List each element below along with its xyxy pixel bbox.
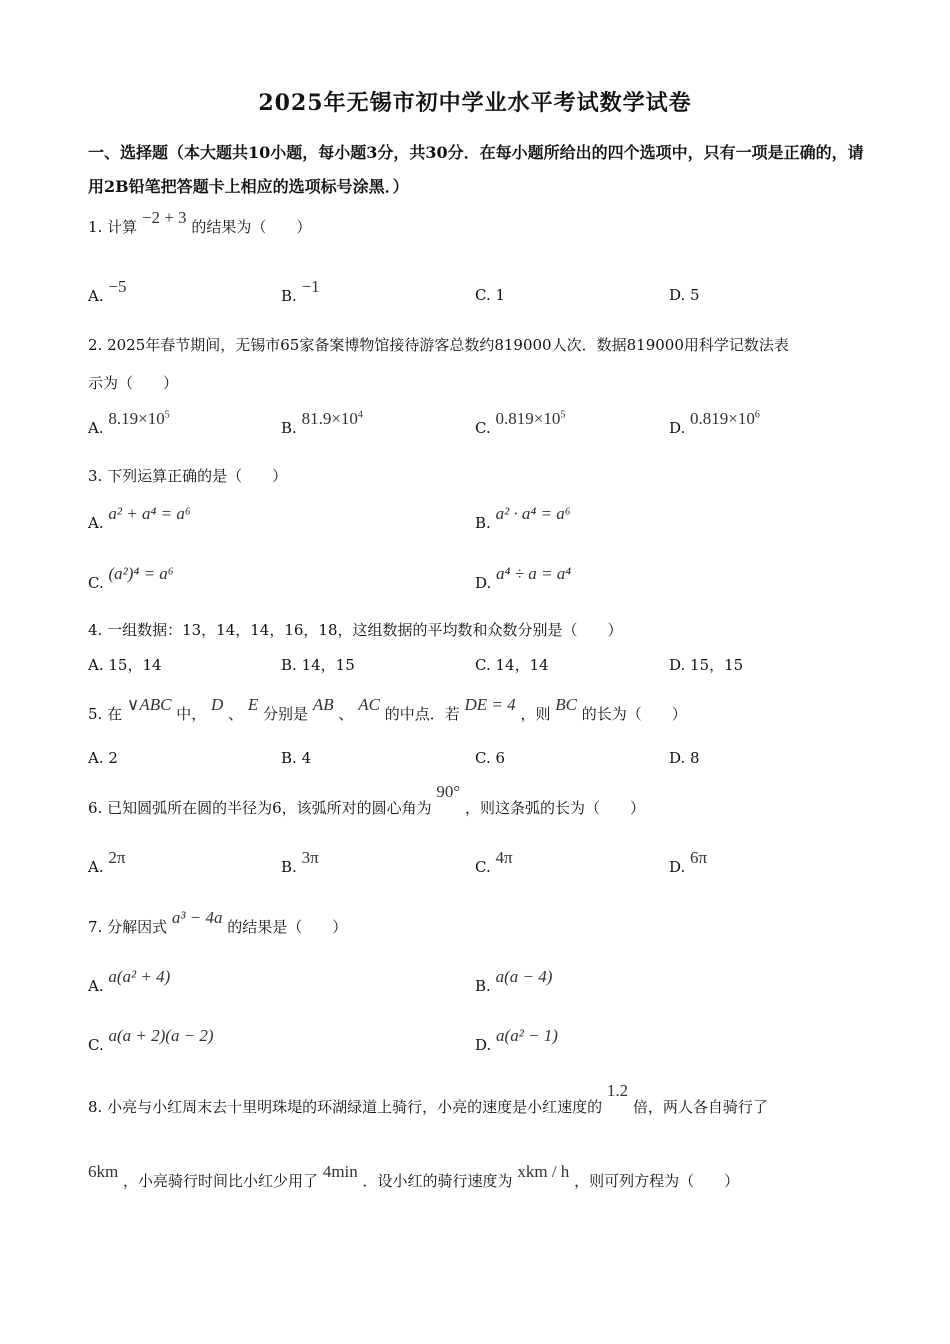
section-heading: 一、选择题（本大题共10小题，每小题3分，共30分．在每小题所给出的四个选项中，只有一项是正确的，请用2B铅笔把答题卡上相应的选项标号涂黑．） — [88, 143, 864, 196]
q1-prefix: 1. 计算 — [88, 218, 138, 236]
q5-option-b[interactable]: B. 4 — [281, 749, 312, 767]
q2-option-a[interactable]: A. $8.19\times 10^5$ — [88, 409, 170, 437]
triangle-abc: ∨ABC — [126, 695, 172, 714]
q7-option-b[interactable]: B. a(a − 4) — [475, 967, 553, 995]
question-5: 5. 在 ∨ABC 中， D 、 E 分别是 AB 、 AC 的中点．若 DE = 4 ，则 BC 的长为（ ） — [88, 695, 687, 723]
question-4: 4. 一组数据：13，14，14，16，18，这组数据的平均数和众数分别是（ ） — [88, 621, 623, 639]
q2-option-d[interactable]: D. $0.819\times 10^6$ — [669, 409, 760, 437]
q7-option-c[interactable]: C. a(a + 2)(a − 2) — [88, 1026, 214, 1054]
question-2-line-2: 示为（ ） — [88, 374, 179, 392]
q4-option-b[interactable]: B. 14，15 — [281, 656, 355, 674]
question-6: 6. 已知圆弧所在圆的半径为6，该弧所对的圆心角为 90° ，则这条弧的长为（ ） — [88, 782, 646, 817]
q1-option-a[interactable]: A. −5 — [88, 277, 127, 305]
q1-option-c[interactable]: C. 1 — [475, 286, 506, 304]
q6-option-d[interactable]: D. 6π — [669, 848, 708, 876]
q2-option-c[interactable]: C. $0.819\times 10^5$ — [475, 409, 566, 437]
q5-option-a[interactable]: A. 2 — [88, 749, 118, 767]
q7-option-d[interactable]: D. a(a² − 1) — [475, 1026, 558, 1054]
q5-option-d[interactable]: D. 8 — [669, 749, 700, 767]
q1-option-d[interactable]: D. 5 — [669, 286, 700, 304]
page-title: 2025年无锡市初中学业水平考试数学试卷 — [258, 90, 692, 116]
q1-suffix: 的结果为（ ） — [191, 218, 312, 236]
q4-option-c[interactable]: C. 14，14 — [475, 656, 549, 674]
question-7: 7. 分解因式 a³ − 4a 的结果是（ ） — [88, 908, 348, 936]
q3-option-a[interactable]: A. a² + a⁴ = a⁶ — [88, 504, 191, 532]
q6-option-a[interactable]: A. 2π — [88, 848, 126, 876]
question-2-line-1: 2. 2025年春节期间，无锡市65家备案博物馆接待游客总数约819000人次．数据819000用科学记数法表 — [88, 336, 789, 354]
q1-option-b[interactable]: B. −1 — [281, 277, 320, 305]
q4-option-d[interactable]: D. 15，15 — [669, 656, 744, 674]
question-8-line-1: 8. 小亮与小红周末去十里明珠堤的环湖绿道上骑行，小亮的速度是小红速度的 1.2 倍，两人各自骑行了 — [88, 1081, 768, 1116]
q4-option-a[interactable]: A. 15，14 — [88, 656, 162, 674]
q5-option-c[interactable]: C. 6 — [475, 749, 506, 767]
q3-option-c[interactable]: C. (a²)⁴ = a⁶ — [88, 564, 174, 592]
q6-option-b[interactable]: B. 3π — [281, 848, 319, 876]
q2-option-b[interactable]: B. $81.9\times 10^4$ — [281, 409, 363, 437]
q6-option-c[interactable]: C. 4π — [475, 848, 513, 876]
q3-option-b[interactable]: B. a² · a⁴ = a⁶ — [475, 504, 571, 532]
question-3: 3. 下列运算正确的是（ ） — [88, 467, 288, 485]
q3-option-d[interactable]: D. a⁴ ÷ a = a⁴ — [475, 564, 572, 592]
question-1 — [88, 208, 312, 237]
q7-option-a[interactable]: A. a(a² + 4) — [88, 967, 171, 995]
q1-math: −2 + 3 — [141, 208, 187, 227]
question-8-line-2: 6km ，小亮骑行时间比小红少用了 4min ．设小红的骑行速度为 xkm / h ，则可列方程为（ ） — [88, 1162, 740, 1190]
